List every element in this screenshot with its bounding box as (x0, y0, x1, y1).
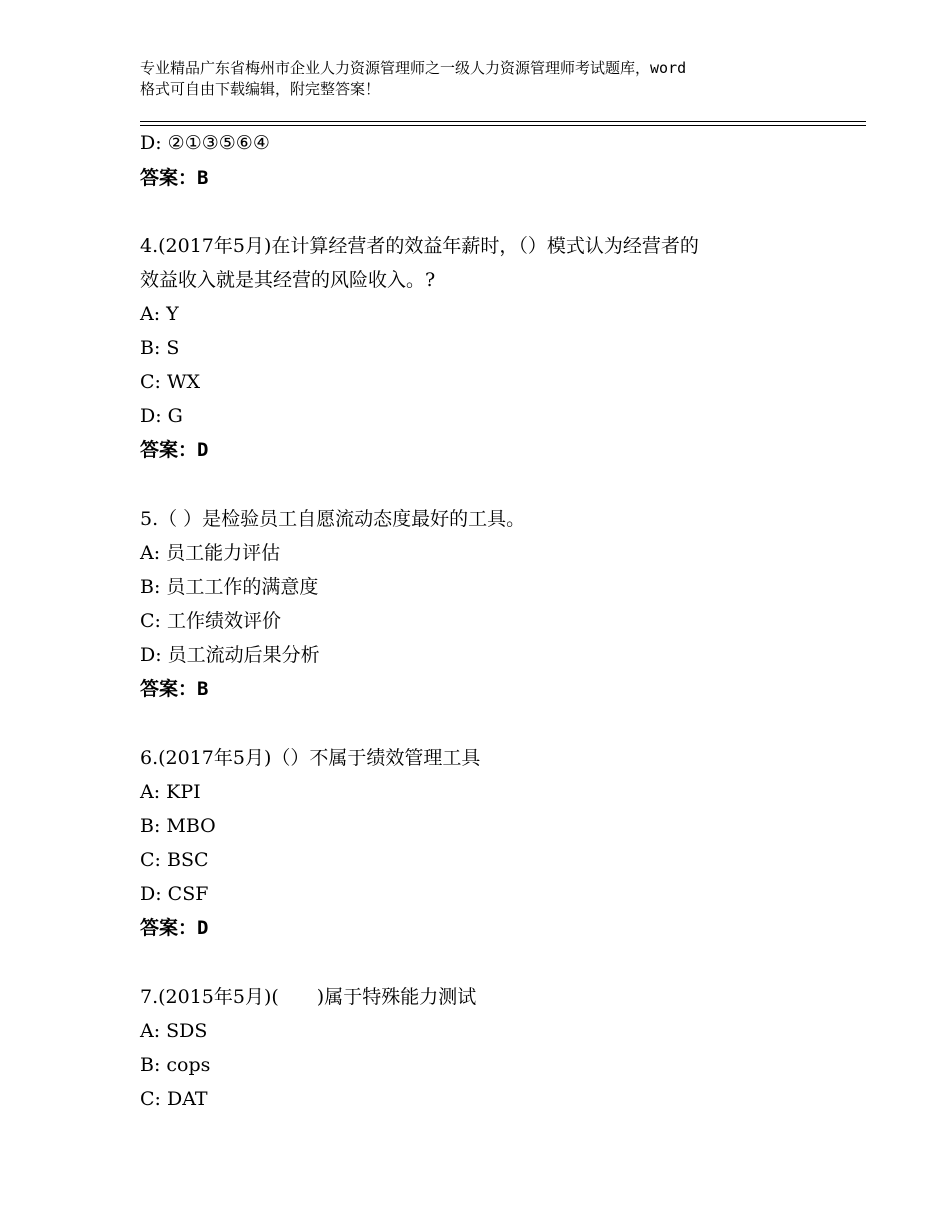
q4-stem-line-1: 4.(2017年5月)在计算经营者的效益年薪时，（）模式认为经营者的 (140, 235, 699, 257)
q7-option-a: A: SDS (140, 1020, 208, 1042)
q4-option-c: C: WX (140, 371, 201, 393)
q5-option-c: C: 工作绩效评价 (140, 610, 281, 632)
q6-option-b: B: MBO (140, 815, 216, 837)
q5-option-d: D: 员工流动后果分析 (140, 644, 320, 666)
q7-option-b: B: cops (140, 1054, 211, 1076)
header-line-2: 格式可自由下载编辑，附完整答案！ (140, 80, 381, 98)
q4-option-b: B: S (140, 337, 180, 359)
q4-option-a: A: Y (140, 303, 179, 325)
q5-option-b: B: 员工工作的满意度 (140, 576, 319, 598)
q5-answer: 答案：B (140, 678, 209, 700)
q4-option-d: D: G (140, 405, 183, 427)
q4-answer: 答案：D (140, 439, 209, 461)
q6-answer: 答案：D (140, 917, 209, 939)
q7-stem: 7.(2015年5月)( )属于特殊能力测试 (140, 986, 477, 1008)
q3-option-d: D: ②①③⑤⑥④ (140, 132, 270, 154)
header-rule-bottom (140, 125, 866, 126)
document-header (140, 58, 840, 100)
q6-option-a: A: KPI (140, 781, 201, 803)
q6-option-c: C: BSC (140, 849, 209, 871)
q7-option-c: C: DAT (140, 1088, 208, 1110)
q4-stem-line-2: 效益收入就是其经营的风险收入。? (140, 269, 436, 291)
q5-option-a: A: 员工能力评估 (140, 542, 281, 564)
q6-option-d: D: CSF (140, 883, 209, 905)
q3-answer: 答案：B (140, 167, 209, 189)
header-line-1: 专业精品广东省梅州市企业人力资源管理师之一级人力资源管理师考试题库，word (140, 59, 687, 77)
q5-stem: 5.（ ）是检验员工自愿流动态度最好的工具。 (140, 508, 526, 530)
q6-stem: 6.(2017年5月)（）不属于绩效管理工具 (140, 747, 481, 769)
header-rule-top (140, 121, 866, 122)
